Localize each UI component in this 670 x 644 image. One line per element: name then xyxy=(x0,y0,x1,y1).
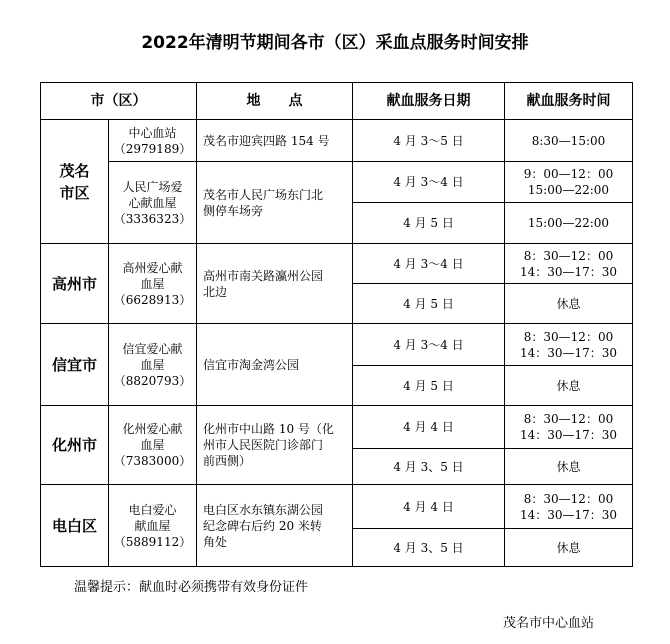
site-name: 人民广场爱 心献血屋 （3336323） xyxy=(113,179,192,226)
header-row xyxy=(41,83,633,120)
site-name: 高州爱心献 血屋 （6628913） xyxy=(113,260,192,307)
city-label: 化州市 xyxy=(51,436,97,454)
site-address: 茂名市人民广场东门北 侧停车场旁 xyxy=(203,187,324,218)
signer: 茂名市中心血站 xyxy=(503,616,595,631)
city-label: 信宜市 xyxy=(51,355,97,374)
header-date: 献血服务日期 xyxy=(353,83,505,120)
time-cell xyxy=(505,203,633,244)
header-time: 献血服务时间 xyxy=(505,83,633,120)
date-cell: 4 月 3、5 日 xyxy=(353,529,505,567)
date-cell: 4 月 3～5 日 xyxy=(353,120,505,162)
date-cell: 4 月 3～4 日 xyxy=(353,244,505,284)
time-cell: 休息 xyxy=(505,529,633,567)
time-value: 8：30—12：00 14：30—17：30 xyxy=(519,491,618,522)
time-value: 9：00—12：00 15:00—22:00 xyxy=(523,167,614,197)
site-address: 电白区水东镇东湖公园 纪念碑右后约 20 米转 角处 xyxy=(203,502,324,549)
site-name-cell xyxy=(109,485,197,567)
date-cell: 4 月 3～4 日 xyxy=(353,324,505,366)
city-cell xyxy=(41,324,109,406)
address-cell xyxy=(197,120,353,162)
site-address: 化州市中山路 10 号（化 州市人民医院门诊部门 前西侧） xyxy=(203,422,334,468)
table-row xyxy=(41,406,633,449)
date-cell: 4 月 3～4 日 xyxy=(353,162,505,203)
time-cell xyxy=(505,244,633,284)
address-cell xyxy=(197,324,353,406)
date-cell: 4 月 5 日 xyxy=(353,366,505,406)
time-cell xyxy=(505,406,633,449)
site-name-cell xyxy=(109,406,197,485)
schedule-table xyxy=(40,82,633,567)
time-cell xyxy=(505,162,633,203)
time-value: 15:00—22:00 xyxy=(527,216,610,230)
time-value: 8:30—15:00 xyxy=(531,133,606,148)
address-cell xyxy=(197,406,353,485)
time-value: 8：30—12：00 14：30—17：30 xyxy=(519,329,618,360)
time-cell xyxy=(505,324,633,366)
address-cell xyxy=(197,485,353,567)
city-cell xyxy=(41,120,109,244)
time-value: 8：30—12：00 14：30—17：30 xyxy=(519,412,618,442)
table-row xyxy=(41,324,633,366)
time-cell: 休息 xyxy=(505,449,633,485)
city-label: 电白区 xyxy=(51,516,97,535)
date-cell: 4 月 4 日 xyxy=(353,406,505,449)
table-row xyxy=(41,162,633,203)
time-cell xyxy=(505,120,633,162)
site-address: 高州市南关路瀛州公园 北边 xyxy=(203,268,324,299)
site-name-cell xyxy=(109,324,197,406)
time-value: 8：30—12：00 14：30—17：30 xyxy=(519,248,618,279)
city-cell xyxy=(41,244,109,324)
table-row xyxy=(41,244,633,284)
date-cell: 4 月 5 日 xyxy=(353,203,505,244)
warm-tip: 温馨提示：献血时必须携带有效身份证件 xyxy=(74,580,309,595)
city-label: 高州市 xyxy=(51,274,97,293)
time-cell: 休息 xyxy=(505,366,633,406)
time-cell xyxy=(505,485,633,529)
site-name: 中心血站 （2979189） xyxy=(113,125,192,156)
date-cell: 4 月 3、5 日 xyxy=(353,449,505,485)
address-cell xyxy=(197,244,353,324)
time-cell: 休息 xyxy=(505,284,633,324)
table-row xyxy=(41,485,633,529)
page-title: 2022年清明节期间各市（区）采血点服务时间安排 xyxy=(141,33,529,53)
site-name: 电白爱心 献血屋 （5889112） xyxy=(113,502,192,549)
city-cell xyxy=(41,485,109,567)
header-location: 地 点 xyxy=(197,83,353,120)
header-city: 市（区） xyxy=(41,83,197,120)
site-name: 化州爱心献 血屋 （7383000） xyxy=(113,422,192,468)
site-address: 茂名市迎宾四路 154 号 xyxy=(203,133,330,148)
site-address: 信宜市淘金湾公园 xyxy=(203,357,300,372)
address-cell xyxy=(197,162,353,244)
city-cell xyxy=(41,406,109,485)
site-name-cell xyxy=(109,120,197,162)
date-cell: 4 月 4 日 xyxy=(353,485,505,529)
site-name-cell xyxy=(109,244,197,324)
site-name-cell xyxy=(109,162,197,244)
table-row xyxy=(41,120,633,162)
date-cell: 4 月 5 日 xyxy=(353,284,505,324)
site-name: 信宜爱心献 血屋 （8820793） xyxy=(113,341,192,388)
city-label: 茂名 市区 xyxy=(59,161,90,202)
